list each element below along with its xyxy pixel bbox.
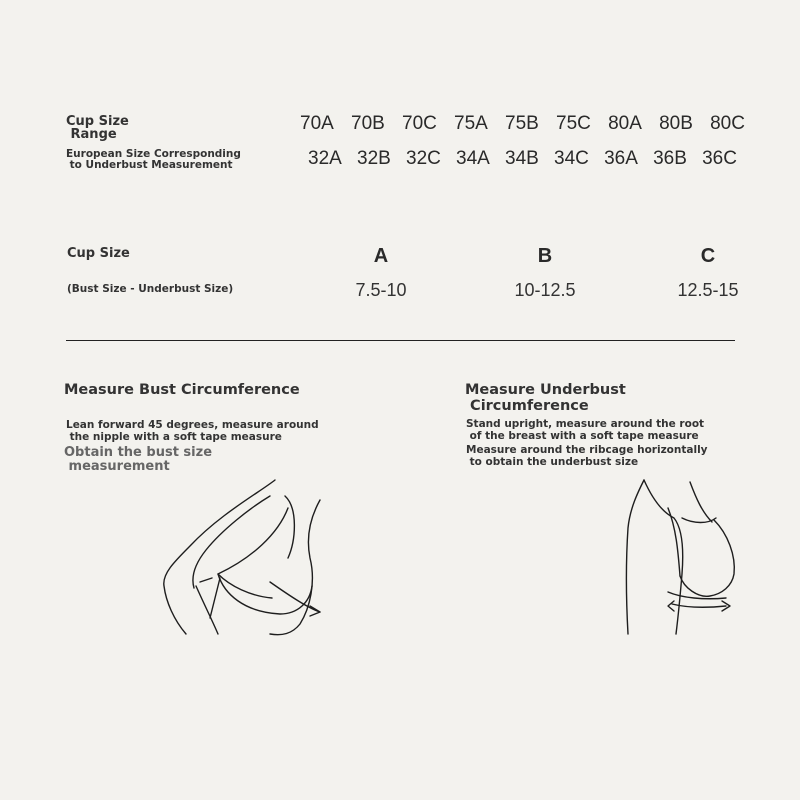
cup-column-c: [663, 245, 753, 301]
cup-size-label: Cup Size: [67, 246, 130, 261]
eu-size-cell: 34A: [456, 148, 490, 169]
cup-range: 10-12.5: [514, 280, 576, 300]
cup-size-cell: 75B: [505, 113, 539, 134]
cup-column-a: [336, 245, 426, 301]
eu-size-cell: 34C: [554, 148, 589, 169]
section-divider: [66, 340, 735, 341]
eu-size-cell: 32B: [357, 148, 391, 169]
cup-size-range-label: Cup Size Range: [66, 114, 129, 142]
cup-size-cell: 80A: [608, 113, 642, 134]
underbust-instruction-1: Stand upright, measure around the root of the breast with a soft tape measure: [466, 418, 705, 442]
european-size-label: European Size Corresponding to Underbust Measurement: [66, 148, 241, 171]
cup-size-cell: 70A: [300, 113, 334, 134]
underbust-measure-illustration: [622, 478, 742, 638]
formula-label: (Bust Size - Underbust Size): [67, 283, 234, 295]
bust-note: Obtain the bust size measurement: [64, 445, 213, 474]
cup-range: 12.5-15: [677, 280, 739, 300]
cup-size-cell: 75C: [556, 113, 591, 134]
cup-column-b: [500, 245, 590, 301]
cup-size-cell: 70C: [402, 113, 437, 134]
eu-size-cell: 34B: [505, 148, 539, 169]
bust-measure-illustration: [160, 478, 360, 638]
cup-letter: A: [373, 245, 389, 267]
underbust-instruction-2: Measure around the ribcage horizontally to obtain the underbust size: [466, 444, 708, 468]
cup-size-row: [300, 113, 745, 135]
cup-size-cell: 70B: [351, 113, 385, 134]
bust-section-title: Measure Bust Circumference: [64, 382, 300, 398]
cup-size-cell: 80B: [659, 113, 693, 134]
eu-size-cell: 36B: [653, 148, 687, 169]
cup-letter: C: [700, 245, 716, 267]
bust-instruction: Lean forward 45 degrees, measure around the nipple with a soft tape measure: [66, 419, 319, 443]
eu-size-cell: 32C: [406, 148, 441, 169]
cup-letter: B: [537, 245, 553, 267]
cup-size-cell: 75A: [454, 113, 488, 134]
cup-size-cell: 80C: [710, 113, 745, 134]
eu-size-row: [308, 148, 737, 170]
eu-size-cell: 32A: [308, 148, 342, 169]
underbust-section-title: Measure Underbust Circumference: [465, 382, 626, 414]
eu-size-cell: 36C: [702, 148, 737, 169]
eu-size-cell: 36A: [604, 148, 638, 169]
cup-range: 7.5-10: [355, 280, 407, 300]
